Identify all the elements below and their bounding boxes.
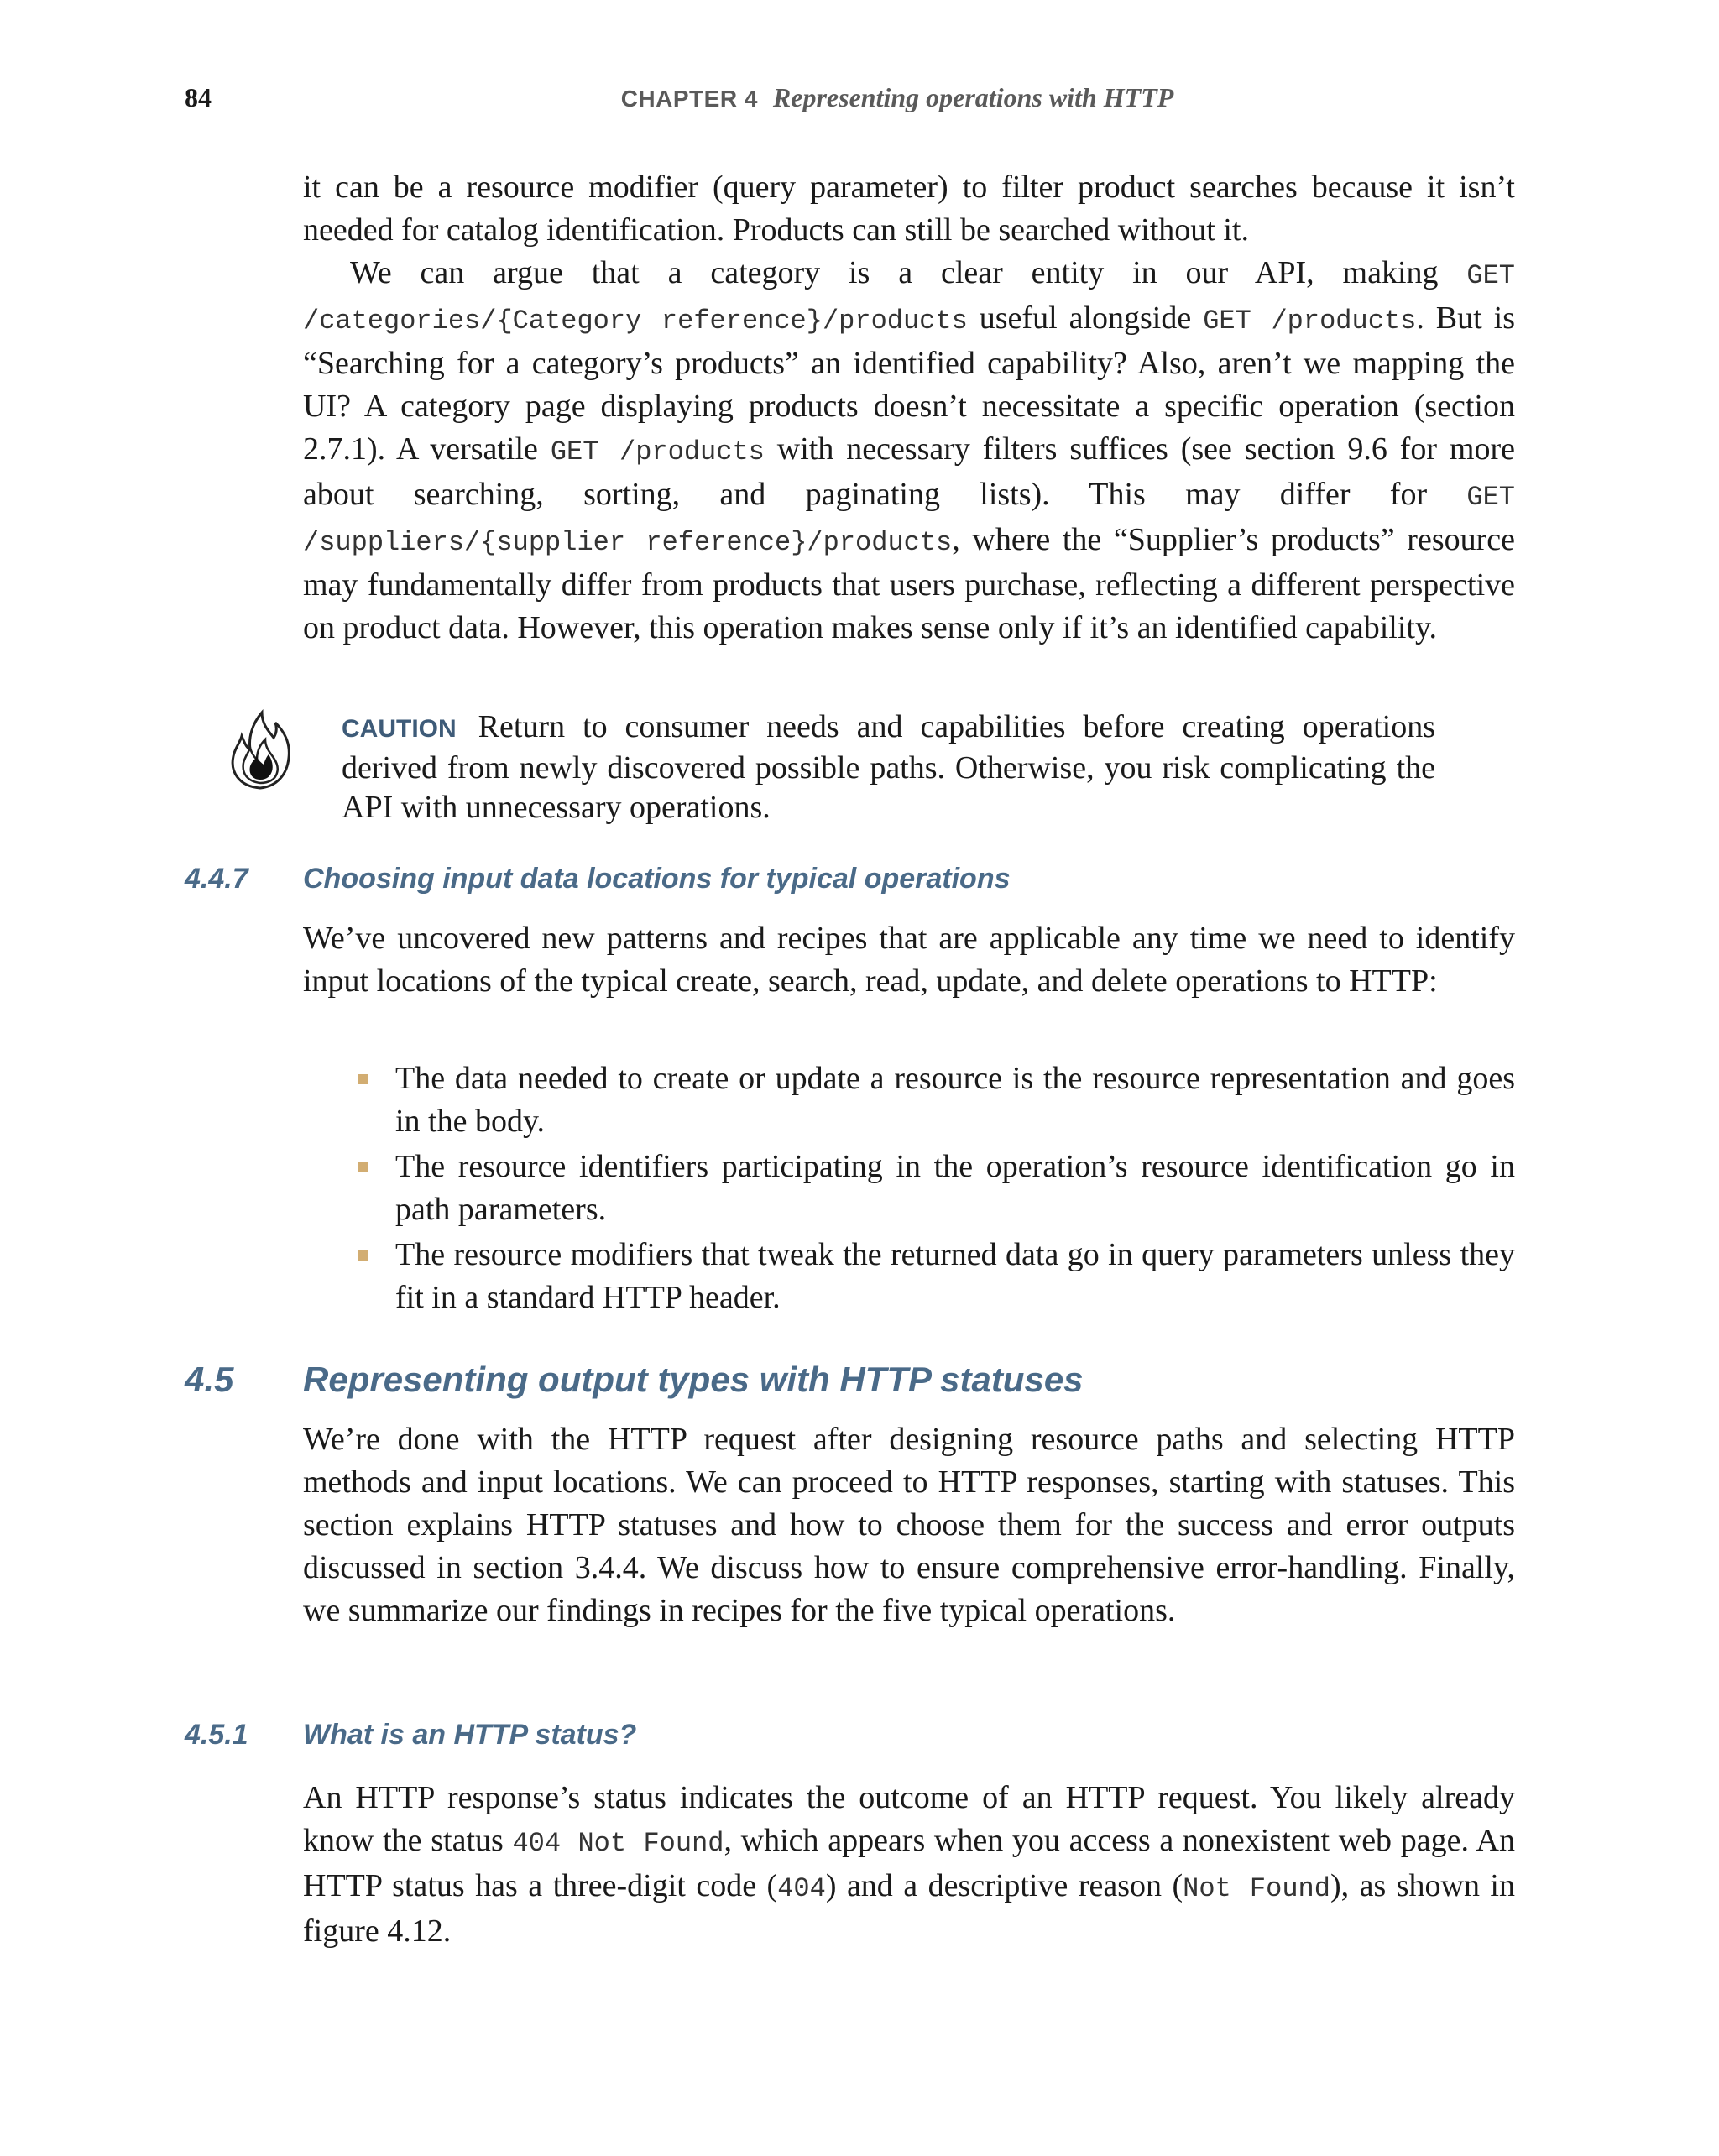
chapter-label: CHAPTER 4	[620, 86, 758, 112]
flame-icon	[227, 707, 294, 791]
code-suppliers-path: GET /suppliers/{supplier reference}/products	[303, 482, 1515, 558]
section-4-4-7-intro: We’ve uncovered new patterns and recipes that are applicable any time we need to identify input locations of the typical create, search, read, update, and delete operations to HTTP:	[303, 921, 1515, 999]
chapter-title: Representing operations with HTTP	[772, 82, 1174, 112]
section-number-4-5-1: 4.5.1	[185, 1719, 248, 1751]
paragraph-category: We can argue that a category is a clear entity in our API, making GET /categories/{Category reference}/products useful alongside GET /products. But is “Searching for a category’s products” an identified capability? Also, aren’t we mapping the UI? A category page displaying products doesn’t necessitate a specific operation (section 2.7.1). A versatile GET /products with necessary filters suffices (see section 9.6 for more about searching, sorting, and paginating lists). This may differ for GET /suppliers/{supplier reference}/products, where the “Supplier’s products” resource may fundamentally differ from products that users purchase, reflecting a different perspective on product data. However, this operation makes sense only if it’s an identified capability.	[303, 255, 1516, 645]
caution-text	[342, 707, 1435, 827]
section-title-4-4-7: Choosing input data locations for typical operations	[303, 863, 1011, 895]
paragraph-block-1	[303, 166, 1515, 650]
section-title-4-5-1: What is an HTTP status?	[303, 1719, 637, 1751]
code-get-products: GET /products	[1203, 305, 1417, 337]
bullet-marker	[358, 1074, 368, 1084]
caution-body: Return to consumer needs and capabilities before creating operations derived from newly discovered possible paths. Otherwise, you risk complicating the API with unnecessary operations.	[342, 709, 1435, 825]
code-get-products-2: GET /products	[550, 436, 765, 467]
code-not-found: Not Found	[1183, 1873, 1330, 1904]
section-number-4-4-7: 4.4.7	[185, 863, 248, 895]
caution-label: CAUTION	[342, 715, 457, 743]
section-4-5-1-text: An HTTP response’s status indicates the outcome of an HTTP request. You likely already know the status 404 Not Found, which appears when you access a nonexistent web page. An HTTP status has a three-digit code (404) and a descriptive reason (Not Found), as shown in figure 4.12.	[303, 1780, 1515, 1949]
page-number: 84	[185, 82, 212, 112]
section-4-5-text: We’re done with the HTTP request after designing resource paths and selecting HTTP methods and input locations. We can proceed to HTTP responses, starting with statuses. This section explains HTTP statuses and how to choose them for the success and error outputs discussed in section 3.4.4. We discuss how to ensure comprehensive error-handling. Finally, we summarize our findings in recipes for the five typical operations.	[303, 1422, 1515, 1628]
bullet-list	[303, 1057, 1515, 1322]
paragraph-continuation: it can be a resource modifier (query parameter) to filter product searches because it isn’t needed for catalog identification. Products can still be searched without it.	[303, 170, 1515, 248]
code-categories-path: GET /categories/{Category reference}/products	[303, 260, 1515, 337]
code-404-not-found: 404 Not Found	[512, 1828, 724, 1859]
bullet-marker	[358, 1162, 368, 1172]
running-head	[0, 82, 1719, 113]
section-title-4-5: Representing output types with HTTP statuses	[303, 1360, 1084, 1399]
section-number-4-5: 4.5	[185, 1360, 234, 1399]
list-item: The data needed to create or update a resource is the resource representation and goes in the body.	[303, 1057, 1515, 1143]
bullet-marker	[358, 1250, 368, 1261]
code-404: 404	[777, 1873, 826, 1904]
list-item: The resource identifiers participating in the operation’s resource identification go in path parameters.	[303, 1146, 1515, 1231]
list-item: The resource modifiers that tweak the returned data go in query parameters unless they fit in a standard HTTP header.	[303, 1234, 1515, 1319]
